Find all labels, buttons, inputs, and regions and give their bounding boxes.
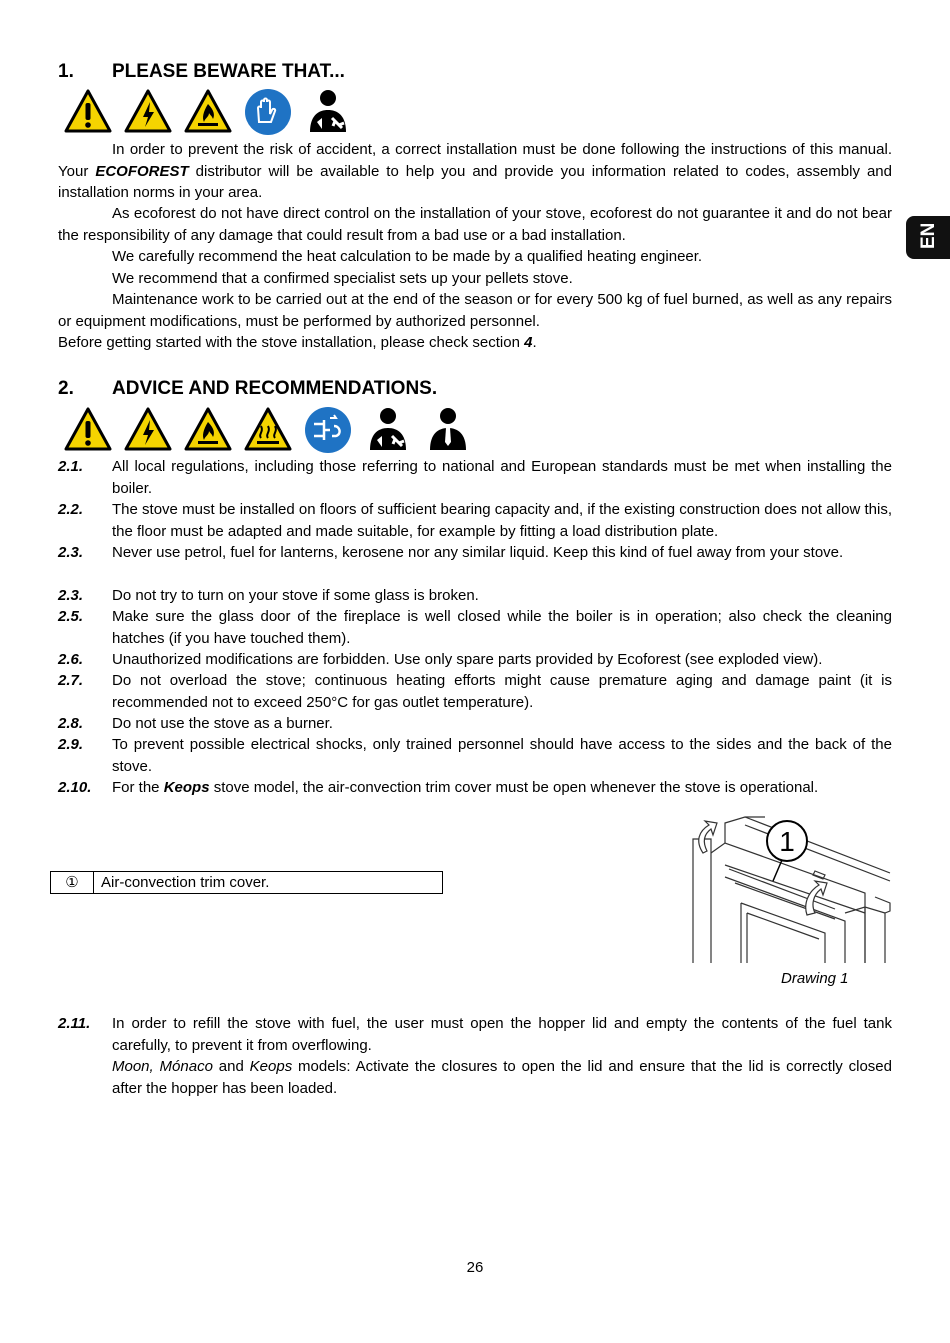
item-number: 2.5. <box>58 608 84 625</box>
disconnect-power-icon <box>304 406 352 454</box>
electrical-hazard-icon <box>124 406 172 452</box>
electrical-hazard-icon <box>124 88 172 134</box>
item-number: 2.6. <box>58 651 84 668</box>
section-2-title: ADVICE AND RECOMMENDATIONS. <box>112 378 438 399</box>
item-11-models-text <box>112 1056 892 1099</box>
item-number: 2.3. <box>58 587 84 604</box>
drawing-callout-number: 1 <box>779 826 795 857</box>
item-number: 2.3. <box>58 544 84 561</box>
section-2-number: 2. <box>58 378 74 399</box>
section-1-title: PLEASE BEWARE THAT... <box>112 61 345 82</box>
list-item-2-11 <box>58 1013 892 1099</box>
page-number: 26 <box>466 1259 484 1276</box>
item-text: Never use petrol, fuel for lanterns, kerosene nor any similar liquid. Keep this kind of fuel away from your stove. <box>112 544 844 561</box>
list-item <box>58 713 892 735</box>
item-number: 2.9. <box>58 736 84 753</box>
section-1-number: 1. <box>58 61 74 82</box>
item-10-text-b: stove model, the air-convection trim cover must be open whenever the stove is operational. <box>209 779 819 796</box>
item-text: All local regulations, including those referring to national and European standards must be met when installing the boiler. <box>112 458 892 497</box>
item-number: 2.10. <box>58 779 92 796</box>
warning-general-icon <box>64 406 112 452</box>
item-text <box>112 777 892 799</box>
section-2-icons <box>64 406 484 454</box>
item-11-rest: models: Activate the closures to open the lid and ensure that the lid is correctly closed after the hopper has been loaded. <box>112 1058 892 1097</box>
wear-gloves-icon <box>244 88 292 136</box>
section-1-paragraph-2: As ecoforest do not have direct control on the installation of your stove, ecoforest do not guarantee it and do not bear the responsibility of any damage that could result from a bad use or a bad installation. <box>58 205 892 244</box>
list-item-2-10 <box>58 777 892 799</box>
flammable-hazard-icon <box>184 88 232 134</box>
item-text: Unauthorized modifications are forbidden. Use only spare parts provided by Ecoforest (see exploded view). <box>112 651 823 668</box>
section-1-paragraph-4: We recommend that a confirmed specialist sets up your pellets stove. <box>112 270 573 287</box>
item-text: To prevent possible electrical shocks, only trained personnel should have access to the sides and the back of the stove. <box>112 736 892 775</box>
conjunction: and <box>212 1058 250 1075</box>
model-name: Keops <box>249 1058 293 1075</box>
paragraph-6-text-b: . <box>532 334 537 351</box>
drawing-1-illustration <box>685 813 895 965</box>
list-item <box>58 734 892 777</box>
list-item <box>58 649 892 671</box>
list-item <box>58 585 892 607</box>
qualified-technician-icon <box>304 88 352 136</box>
legend-text: Air-convection trim cover. <box>101 874 270 891</box>
legend-table <box>50 871 443 894</box>
paragraph-1-text-b: distributor will be available to help you and provide you information related to codes, assembly and installation norms in your area. <box>58 162 892 201</box>
model-name: Keops <box>163 779 210 796</box>
list-item <box>58 542 892 564</box>
paragraph-6-text-a: Before getting started with the stove installation, please check section <box>58 334 525 351</box>
item-number: 2.8. <box>58 715 84 732</box>
brand-name: ECOFOREST <box>95 162 189 180</box>
item-number: 2.7. <box>58 672 84 689</box>
item-number: 2.2. <box>58 501 84 518</box>
item-text: Do not use the stove as a burner. <box>112 715 333 732</box>
warning-general-icon <box>64 88 112 134</box>
list-item <box>58 606 892 649</box>
section-1-paragraph-5: Maintenance work to be carried out at the end of the season or for every 500 kg of fuel burned, as well as any repairs or equipment modifications, must be performed by authorized personnel. <box>58 291 892 330</box>
language-tab <box>906 216 950 259</box>
language-tab-label: EN <box>918 222 939 249</box>
item-text: The stove must be installed on floors of sufficient bearing capacity and, if the existing construction does not allow this, the floor must be adapted and made suitable, for example by fitting a load distribution plate. <box>112 501 892 540</box>
section-reference-link[interactable]: 4 <box>524 334 533 351</box>
flammable-hazard-icon <box>184 406 232 452</box>
section-1-icons <box>64 88 364 136</box>
model-names: Moon, Mónaco <box>112 1058 213 1075</box>
qualified-technician-icon <box>364 406 412 454</box>
user-icon <box>424 406 472 454</box>
section-1-paragraph-1 <box>58 139 892 204</box>
drawing-caption: Drawing 1 <box>781 970 849 987</box>
item-10-text-a: For the <box>112 779 164 796</box>
item-text: Do not overload the stove; continuous heating efforts might cause premature aging and damage paint (it is recommended not to exceed 250°C for gas outlet temperature). <box>112 672 892 711</box>
item-text: Make sure the glass door of the fireplace is well closed while the boiler is in operation; also check the cleaning hatches (if you have touched them). <box>112 608 892 647</box>
legend-key: ① <box>51 872 94 893</box>
item-number: 2.1. <box>58 458 84 475</box>
item-number: 2.11. <box>58 1015 91 1032</box>
list-item <box>58 456 892 499</box>
hot-surface-icon <box>244 406 292 452</box>
list-item <box>58 499 892 542</box>
section-1-paragraph-3: We carefully recommend the heat calculation to be made by a qualified heating engineer. <box>112 248 703 265</box>
item-text: Do not try to turn on your stove if some glass is broken. <box>112 587 479 604</box>
list-item <box>58 670 892 713</box>
item-text: In order to refill the stove with fuel, the user must open the hopper lid and empty the contents of the fuel tank carefully, to prevent it from overflowing. <box>112 1015 892 1054</box>
paragraph-1-text-a: In order to prevent the risk of accident, a correct installation must be done following the instructions of this manual. Your <box>58 141 892 180</box>
section-1-paragraph-6 <box>58 332 892 354</box>
